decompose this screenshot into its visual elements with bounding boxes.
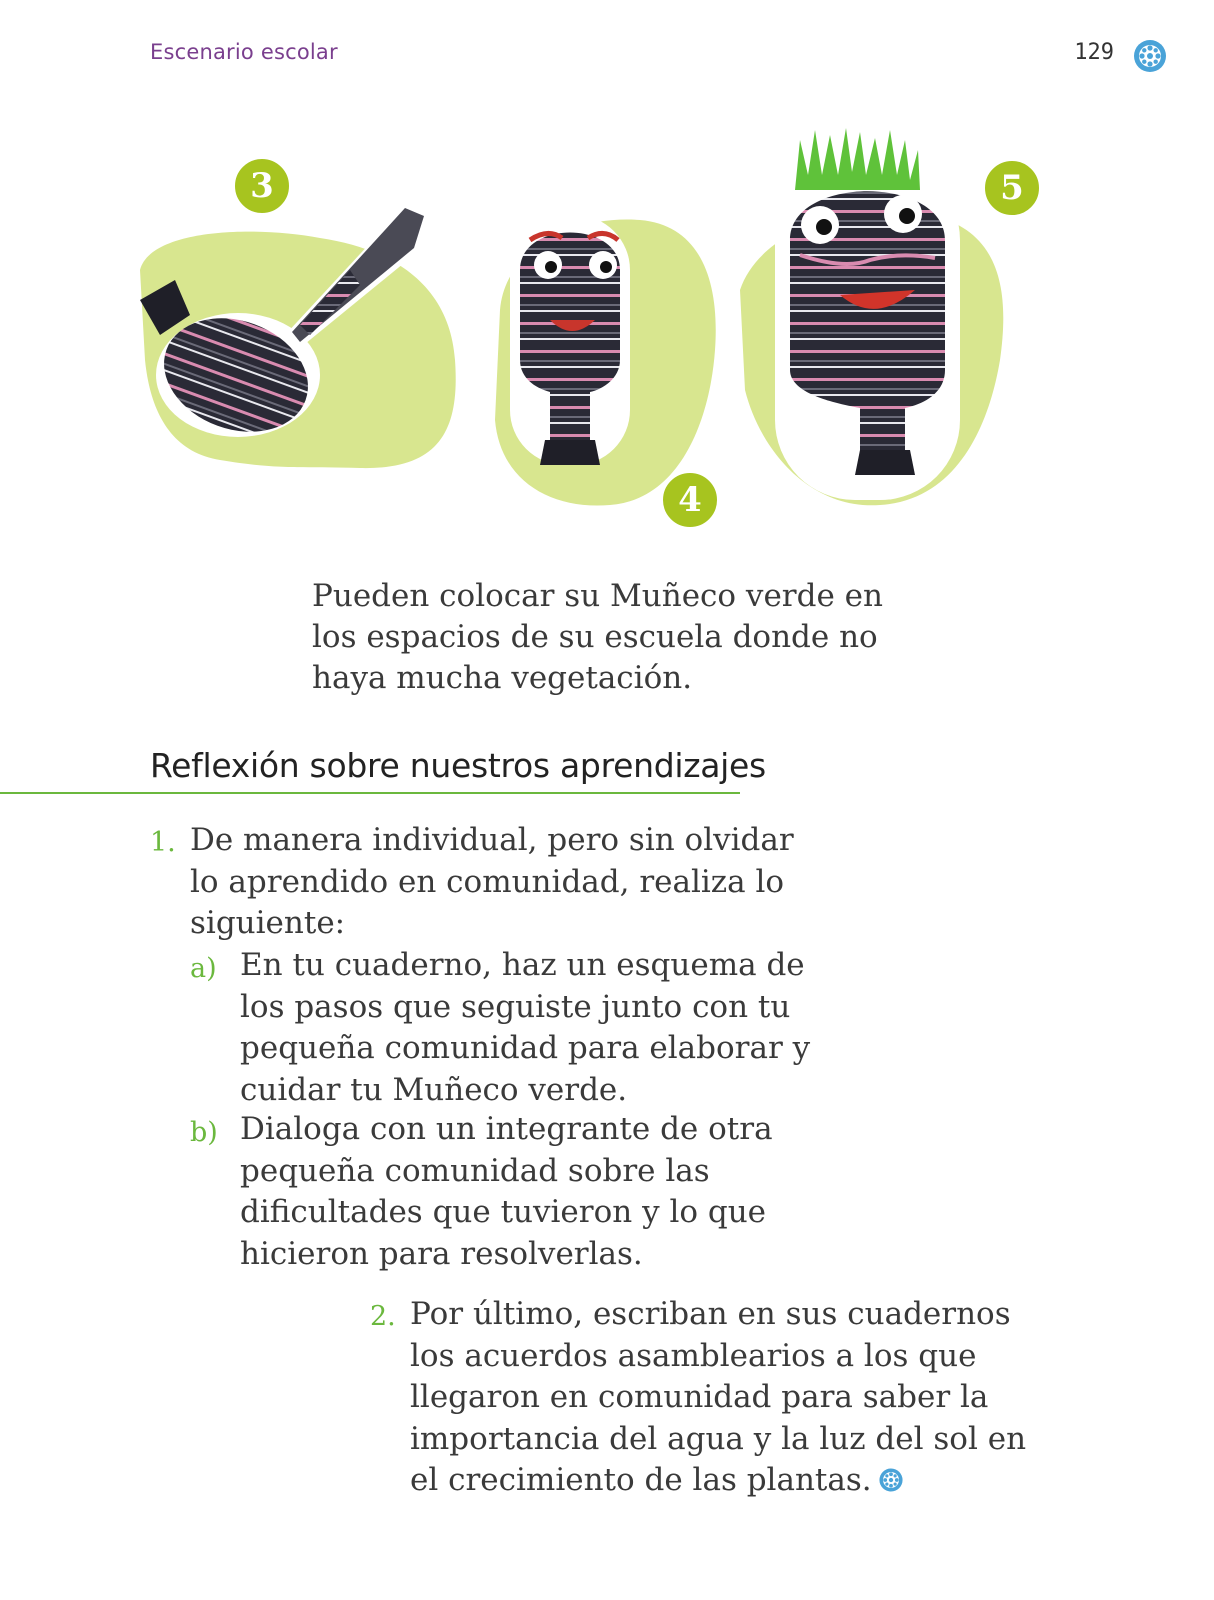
subitem-line: los pasos que seguiste junto con tu xyxy=(240,988,791,1025)
subitem-line: En tu cuaderno, haz un esquema de xyxy=(240,947,805,983)
subitem-line: cuidar tu Muñeco verde. xyxy=(240,1071,628,1108)
subitem-line: pequeña comunidad para elaborar y xyxy=(240,1030,811,1066)
subitem-letter: b) xyxy=(190,1117,218,1148)
subitem-line: pequeña comunidad sobre las xyxy=(240,1152,710,1189)
subitem-line: hicieron para resolverlas. xyxy=(240,1235,643,1272)
caption-line: los espacios de su escuela donde no xyxy=(312,619,878,655)
step-5-photo xyxy=(740,128,1003,505)
item-number: 1. xyxy=(150,827,176,858)
subitem-line: dificultades que tuvieron y lo que xyxy=(240,1194,767,1230)
item-line: Por último, escriban en sus cuadernos xyxy=(410,1296,1011,1332)
item-number: 2. xyxy=(370,1301,396,1332)
step-badge-3: 3 xyxy=(232,156,292,216)
section-label: Escenario escolar xyxy=(150,40,338,64)
subitem-letter: a) xyxy=(190,953,217,984)
step-badge-5: 5 xyxy=(982,158,1042,218)
page-number: 129 xyxy=(1074,40,1114,65)
heading-underline xyxy=(0,792,740,794)
item-line: lo aprendido en comunidad, realiza lo xyxy=(190,863,785,900)
item-line: los acuerdos asamblearios a los que xyxy=(410,1337,977,1374)
item-line: llegaron en comunidad para saber la xyxy=(410,1379,989,1415)
step-4-photo xyxy=(495,215,716,506)
item-line: el crecimiento de las plantas. xyxy=(410,1462,872,1498)
step-badge-4: 4 xyxy=(660,470,720,530)
list-item-2 xyxy=(370,1294,1070,1514)
flower-end-mark-icon xyxy=(878,1467,904,1493)
sock-doll-steps-illustration xyxy=(0,120,1214,550)
item-line: siguiente: xyxy=(190,905,346,941)
item-line: De manera individual, pero sin olvidar xyxy=(190,822,794,858)
item-line: importancia del agua y la luz del sol en xyxy=(410,1420,1027,1457)
section-heading: Reflexión sobre nuestros aprendizajes xyxy=(150,746,766,785)
subitem-line: Dialoga con un integrante de otra xyxy=(240,1111,773,1147)
list-item-1 xyxy=(150,820,850,1280)
flower-emblem-icon xyxy=(1132,38,1168,74)
caption-line: Pueden colocar su Muñeco verde en xyxy=(312,578,883,614)
caption-line: haya mucha vegetación. xyxy=(312,660,693,696)
step-3-photo xyxy=(140,200,456,468)
photo-caption xyxy=(312,576,892,699)
